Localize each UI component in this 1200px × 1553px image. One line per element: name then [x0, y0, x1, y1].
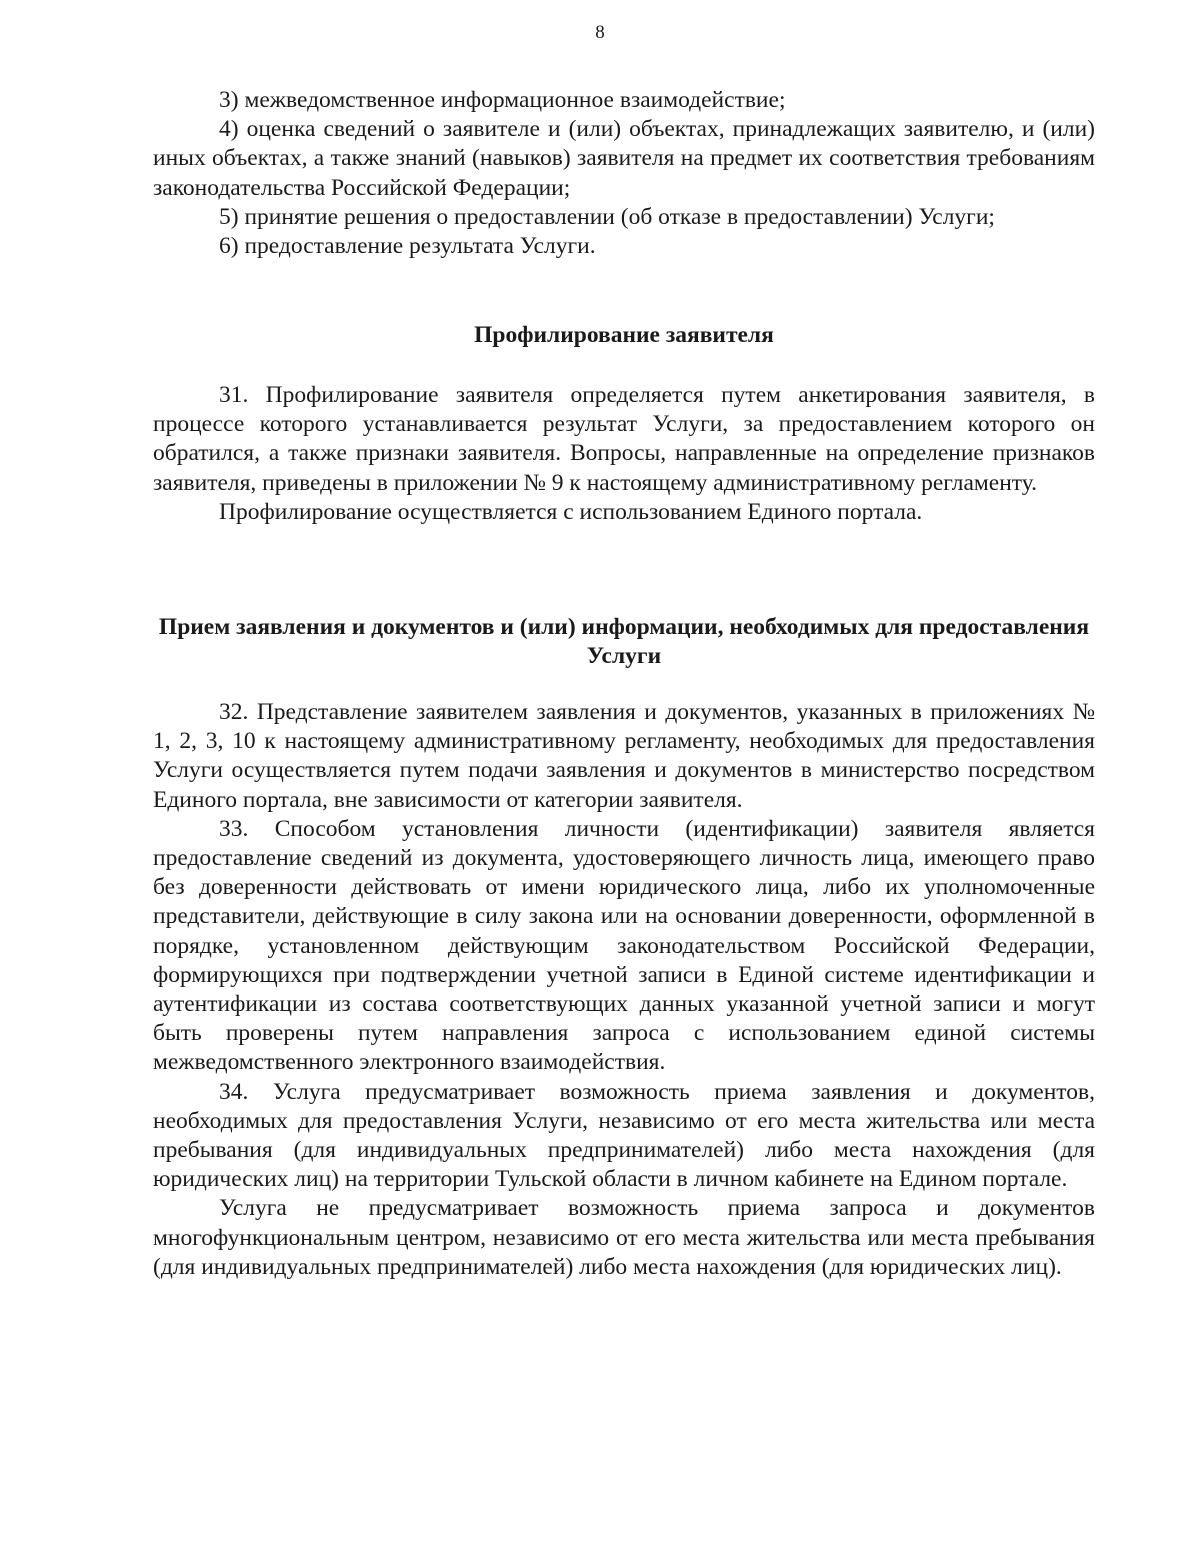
section-body-reception — [153, 698, 1095, 1282]
section-title: Прием заявления и документов и (или) информации, необходимых для предоставления Услуги — [158, 614, 1090, 670]
list-item: 3) межведомственное информационное взаимодействие; — [219, 87, 786, 113]
section-title: Профилирование заявителя — [474, 322, 774, 348]
paragraph: 32. Представление заявителем заявления и документов, указанных в приложениях № 1, 2, 3, 10 к настоящему административному регламенту, необходимых для предоставления Услуги осуществляется путем подачи заявления и документов в министерство посредством Единого портала, вне зависимости от категории заявителя. — [153, 699, 1095, 813]
paragraph: 31. Профилирование заявителя определяется путем анкетирования заявителя, в процессе которого устанавливается результат Услуги, за предоставлением которого он обратился, а также признаки заявителя. Вопросы, направленные на определение признаков заявителя, приведены в приложении № 9 к настоящему административному регламенту. — [153, 382, 1095, 496]
list-item: 6) предоставление результата Услуги. — [219, 233, 596, 260]
section-heading-reception — [153, 613, 1095, 671]
paragraph: 34. Услуга предусматривает возможность приема заявления и документов, необходимых для предоставления Услуги, независимо от его места жительства или места пребывания (для индивидуальных предпринимателей) либо места нахождения (для юридических лиц) на территории Тульской области в личном кабинете на Едином портале. — [153, 1078, 1095, 1193]
list-item: 5) принятие решения о предоставлении (об отказе в предоставлении) Услуги; — [219, 203, 995, 230]
page-number: 8 — [595, 22, 605, 43]
paragraph: Профилирование осуществляется с использованием Единого портала. — [219, 498, 923, 525]
procedure-list — [153, 86, 1095, 261]
section-heading-profiling — [153, 321, 1095, 350]
list-item: 4) оценка сведений о заявителе и (или) объектах, принадлежащих заявителю, и (или) иных объектах, а также знаний (навыков) заявителя на предмет их соответствия требованиям законодательства Российской Федерации; — [153, 116, 1095, 201]
section-body-profiling — [153, 381, 1095, 527]
paragraph: Услуга не предусматривает возможность приема запроса и документов многофункциональным центром, независимо от его места жительства или места пребывания (для индивидуальных предпринимателей) либо места нахождения (для юридических лиц). — [153, 1195, 1095, 1280]
paragraph: 33. Способом установления личности (идентификации) заявителя является предоставление сведений из документа, удостоверяющего личность лица, имеющего право без доверенности действовать от имени юридического лица, либо их уполномоченные представители, действующие в силу закона или на основании доверенности, оформленной в порядке, установленном действующим законодательством Российской Федерации, формирующихся при подтверждении учетной записи в Единой системе идентификации и аутентификации из состава соответствующих данных указанной учетной записи и могут быть проверены путем направления запроса с использованием единой системы межведомственного электронного взаимодействия. — [153, 815, 1095, 1076]
